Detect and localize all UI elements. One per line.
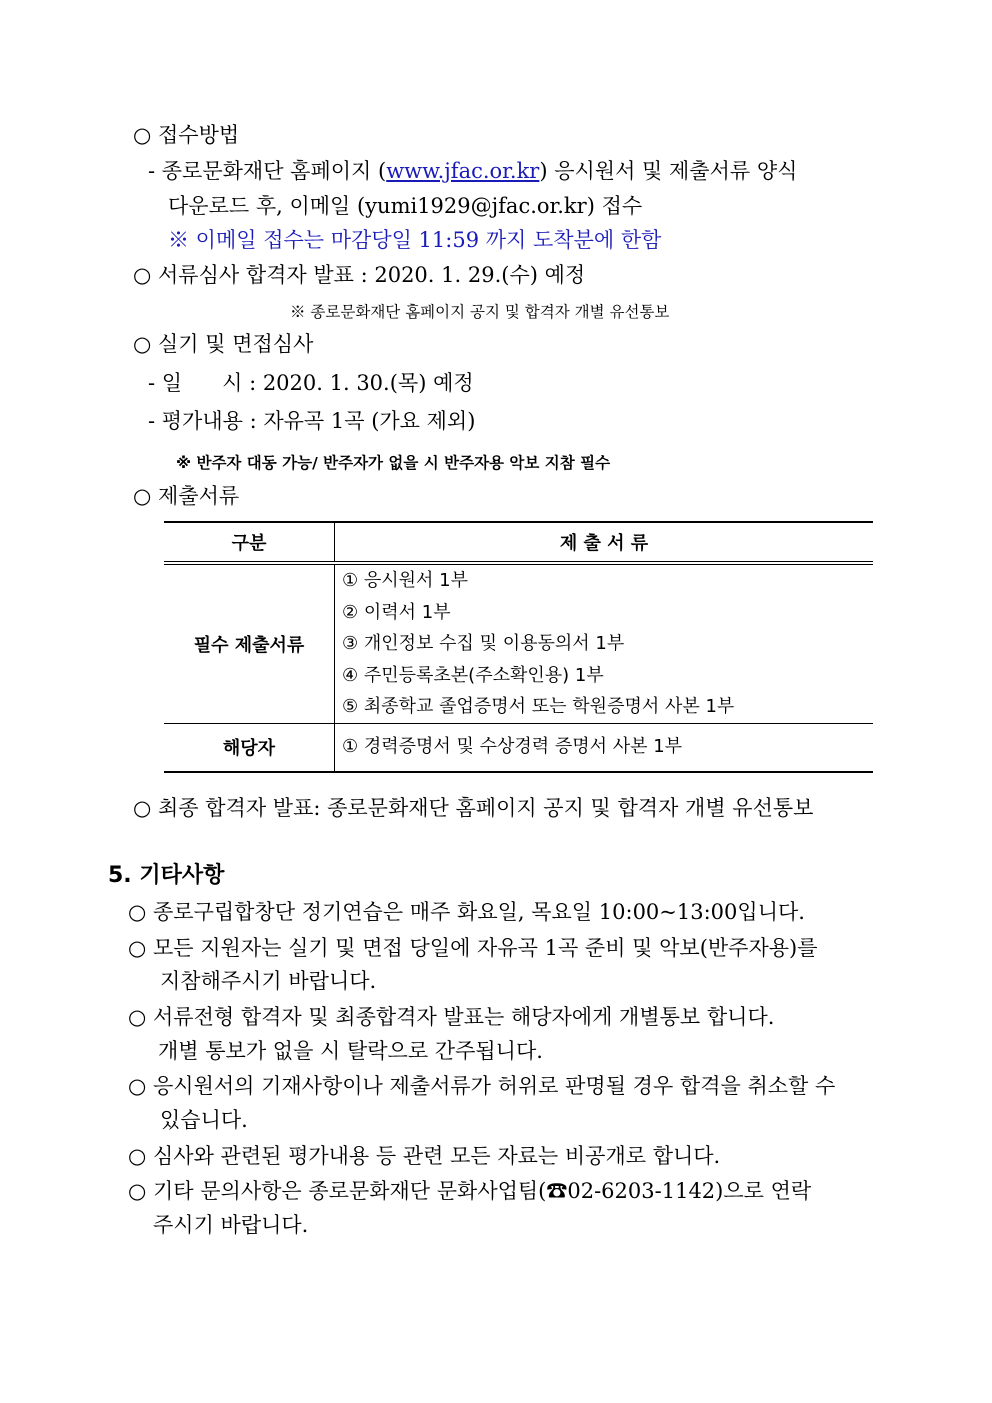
applicable-items: [335, 723, 874, 772]
list-item: ④ 주민등록초본(주소확인용) 1부: [342, 664, 604, 686]
section-method-title: ○ 접수방법: [133, 123, 240, 147]
list-item: ① 경력증명서 및 수상경력 증명서 사본 1부: [342, 736, 683, 758]
table-row-required: [164, 563, 873, 723]
etc-line: 주시기 바랍니다.: [153, 1213, 309, 1237]
list-item: ③ 개인정보 수집 및 이용동의서 1부: [342, 633, 625, 654]
section-etc-heading: 5. 기타사항: [108, 863, 225, 888]
doc-result-note: ※ 종로문화재단 홈페이지 공지 및 합격자 개별 유선통보: [290, 303, 670, 321]
final-result: ○ 최종 합격자 발표: 종로문화재단 홈페이지 공지 및 합격자 개별 유선통보: [133, 796, 814, 820]
doc-result-title: ○ 서류심사 합격자 발표 : 2020. 1. 29.(수) 예정: [133, 263, 586, 287]
method-line1-pre: - 종로문화재단 홈페이지 (: [148, 159, 387, 183]
etc-line: 개별 통보가 없을 시 탈락으로 간주됩니다.: [158, 1039, 543, 1063]
applicable-label: 해당자: [164, 723, 335, 772]
table-row-applicable: [164, 723, 873, 772]
list-item: ⑤ 최종학교 졸업증명서 또는 학원증명서 사본 1부: [342, 696, 735, 717]
header-category: 구분: [164, 522, 335, 563]
audition-date: - 일 시 : 2020. 1. 30.(목) 예정: [148, 371, 474, 395]
audition-accompanist-note: ※ 반주자 대동 가능/ 반주자가 없을 시 반주자용 악보 지참 필수: [176, 454, 611, 472]
etc-line: ○ 모든 지원자는 실기 및 면접 당일에 자유곡 1곡 준비 및 악보(반주자용)를: [128, 936, 818, 960]
homepage-link[interactable]: www.jfac.or.kr: [386, 159, 540, 183]
list-item: ① 응시원서 1부: [342, 570, 468, 591]
etc-line: 지참해주시기 바랍니다.: [160, 969, 377, 993]
etc-line: ○ 종로구립합창단 정기연습은 매주 화요일, 목요일 10:00~13:00입니다.: [128, 900, 805, 924]
etc-line: ○ 심사와 관련된 평가내용 등 관련 모든 자료는 비공개로 합니다.: [128, 1144, 721, 1168]
method-line-email: 다운로드 후, 이메일 (yumi1929@jfac.or.kr) 접수: [168, 194, 643, 218]
list-item: ② 이력서 1부: [342, 601, 451, 623]
method-line1-post: ) 응시원서 및 제출서류 양식: [539, 159, 798, 183]
header-documents: 제 출 서 류: [335, 522, 874, 563]
required-label: 필수 제출서류: [164, 563, 335, 723]
etc-line: ○ 응시원서의 기재사항이나 제출서류가 허위로 판명될 경우 합격을 취소할 수: [128, 1074, 836, 1098]
method-deadline-note: ※ 이메일 접수는 마감당일 11:59 까지 도착분에 한함: [168, 228, 662, 252]
documents-table: [164, 521, 873, 773]
method-line-homepage: [148, 157, 797, 185]
etc-line: ○ 기타 문의사항은 종로문화재단 문화사업팀(☎02-6203-1142)으로 연락: [128, 1179, 812, 1203]
required-items: [335, 563, 874, 723]
audition-title: ○ 실기 및 면접심사: [133, 332, 314, 356]
documents-table-header: [164, 522, 873, 563]
etc-line: 있습니다.: [160, 1108, 248, 1132]
etc-line: ○ 서류전형 합격자 및 최종합격자 발표는 해당자에게 개별통보 합니다.: [128, 1005, 775, 1029]
documents-title: ○ 제출서류: [133, 484, 240, 508]
audition-content: - 평가내용 : 자유곡 1곡 (가요 제외): [148, 409, 476, 433]
